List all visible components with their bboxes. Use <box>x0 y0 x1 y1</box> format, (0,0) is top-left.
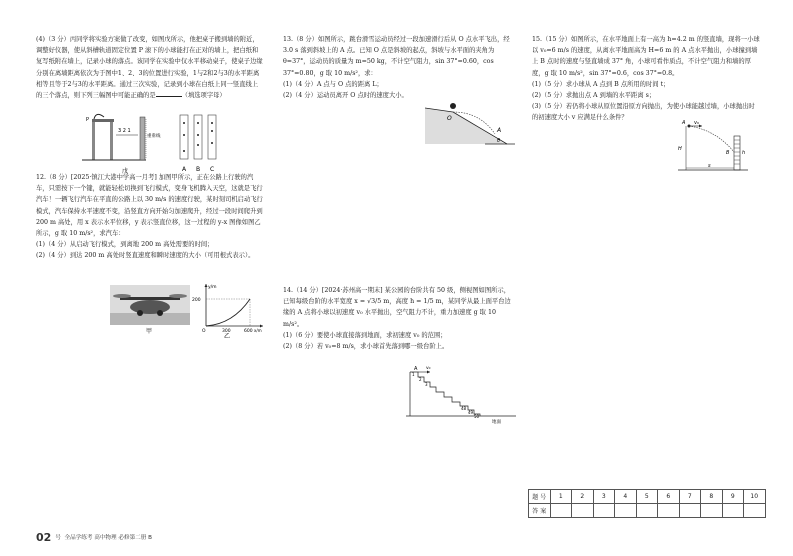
graph-origin: O <box>202 329 206 334</box>
answer-table-header-row <box>529 490 766 504</box>
option-strip-c <box>208 115 216 159</box>
question-number-cell: 3 <box>593 490 615 504</box>
point-a-label: A <box>497 127 502 134</box>
q12-stem: 12.（8 分）[2025·镇江大港中学高一月考] 加图甲所示，正在公路上行驶的汽车，只需按下一个键，就能轻松切换到飞行模式，变身飞机腾入天空，这就是飞行汽车！一辆飞行汽车在平直的公路上以 30 m/s 的速度行驶，某时刻司机启动飞行模式，汽车保持水平速度不变，沿竖直方向开始匀加速爬升，经过一段时间爬升到 200 m 高处，用 x 表示水平位移，y 表示竖直位移，这一过程的 y-x 图像如图乙所示，g 取 10 m/s²，求汽车： <box>36 174 263 238</box>
option-a-label: A <box>182 166 187 173</box>
q11-part3-text: (4)（3 分）丙同学将实验方案做了改变，如图戊所示，他把桌子搬到墙的附近，调整好仪器，使从斜槽轨道固定位置 P 滚下的小球能打在正对的墙上，把白纸和复写纸附在墙上，记录小球的落点。该同学在实验中仅水平移动桌子，使桌子边缘分别在离墙距离依次为于图中1、2、3的位置进行实验，1与2和2与3的水平距离相等且等于2与3的水平距离。通过三次实验，记录到小球在白纸上同一竖直线上的三个落点，则下列三幅图中可能正确的是 （填选项字母） <box>36 36 263 100</box>
question-number-cell: 10 <box>744 490 766 504</box>
step-1: 1 <box>412 372 415 377</box>
page-suffix: 号 <box>55 535 61 541</box>
question-number-cell: 7 <box>679 490 701 504</box>
h-big-label: H <box>678 146 682 152</box>
point-o-label: O <box>447 115 452 122</box>
v0-15-label: v₀ <box>694 120 699 126</box>
answer-cell[interactable] <box>593 504 615 518</box>
question-number-cell: 8 <box>701 490 723 504</box>
v0-14-label: v₀ <box>426 366 431 371</box>
q12-sub1: (1)（4 分）从启动飞行模式，到离地 200 m 高处需要的时间； <box>36 241 214 249</box>
answer-cell[interactable] <box>658 504 680 518</box>
answer-cell[interactable] <box>701 504 723 518</box>
point-p-label: P <box>86 117 90 123</box>
answer-cell[interactable] <box>572 504 594 518</box>
figure-15-wall <box>676 118 750 178</box>
question-number-cell: 6 <box>658 490 680 504</box>
answer-cell[interactable] <box>722 504 744 518</box>
step-3: 3 <box>425 382 428 387</box>
page-footer <box>36 531 152 544</box>
footer-text: 全品学练考 高中物理 必修第二册 B <box>64 535 152 541</box>
ground-label: 地面 <box>492 420 501 424</box>
answer-cell[interactable] <box>550 504 572 518</box>
figure-wu-caption: 戊 <box>122 168 129 175</box>
option-strip-a <box>180 115 188 159</box>
q13-sub1: (1)（4 分）A 点与 O 点的距离 L； <box>283 80 383 88</box>
q13-sub2: (2)（4 分）运动员离开 O 点时的速度大小。 <box>283 92 408 100</box>
figure-14-staircase <box>400 364 520 424</box>
angle-theta-label: θ <box>497 138 501 144</box>
question-number-cell: 2 <box>572 490 594 504</box>
point-b-label: B <box>726 150 730 156</box>
q15-sub3: (3)（5 分）若仍将小球从原位置沿原方向抛出，为使小球能越过墙，小球抛出时的初速度大小 v 应满足什么条件？ <box>532 103 755 122</box>
q12-block <box>36 172 264 262</box>
q15-sub2: (2)（5 分）求抛出点 A 到墙的水平距离 s； <box>532 92 656 100</box>
answer-cell[interactable] <box>744 504 766 518</box>
graph-ytick: 200 <box>192 298 201 303</box>
figure-wu <box>82 113 232 179</box>
step-48: 48 <box>461 406 467 411</box>
point-a-14-label: A <box>414 366 418 372</box>
question-number-cell: 4 <box>615 490 637 504</box>
option-strip-b <box>194 115 202 159</box>
point-a-15-label: A <box>682 120 686 126</box>
answer-table-answer-row <box>529 504 766 518</box>
answer-cell[interactable] <box>615 504 637 518</box>
answer-cell[interactable] <box>636 504 658 518</box>
figure-yi-caption: 乙 <box>224 333 231 340</box>
q15-sub1: (1)（5 分）求小球从 A 点到 B 点所用的时间 t； <box>532 80 670 88</box>
positions-label: 3 2 1 <box>118 128 131 134</box>
q13-stem: 13.（8 分）如图所示，跳台滑雪运动员经过一段加速滑行后从 O 点水平飞出，经 3.0 s 落到斜坡上的 A 点。已知 O 点是斜坡的起点，斜坡与水平面的夹角为 θ=37°，运动员的质量为 m=50 kg，不计空气阻力，sin 37°=0.60，cos 37°=0.80，g 取 10 m/s²，求： <box>283 36 510 77</box>
question-number-cell: 9 <box>722 490 744 504</box>
h-small-label: h <box>742 150 746 156</box>
figure-jia-caption: 甲 <box>146 328 153 335</box>
figure-yi-graph <box>188 282 268 340</box>
q12-sub2: (2)（4 分）到达 200 m 高处时竖直速度和瞬时速度的大小（可用根式表示）。 <box>36 252 255 260</box>
answer-label: 答 案 <box>529 504 551 518</box>
option-c-label: C <box>210 166 215 173</box>
graph-xlabel: x/m <box>254 328 262 333</box>
option-b-label: B <box>196 166 201 173</box>
column-left <box>36 34 264 101</box>
s-label: s <box>708 163 711 169</box>
graph-ylabel: y/m <box>208 285 217 290</box>
q15-block <box>532 34 760 124</box>
graph-xtick-300: 300 <box>222 329 231 334</box>
wall-label: 重垂线 <box>147 134 161 139</box>
figure-jia-flying-car <box>110 285 190 335</box>
question-number-cell: 1 <box>550 490 572 504</box>
q15-stem: 15.（15 分）如图所示，在水平地面上有一高为 h=4.2 m 的竖直墙，现将一小球以 v₀=6 m/s 的速度，从离水平地面高为 H=6 m 的 A 点水平抛出，小球撞到墙上 B 点时的速度与竖直墙成 37° 角，小球可看作质点，不计空气阻力和墙的厚度，g 取 10 m/s²，sin 37°=0.6，cos 37°=0.8。 <box>532 36 760 77</box>
answer-table <box>528 489 766 518</box>
q14-block <box>283 285 511 352</box>
answer-blank[interactable] <box>156 90 182 97</box>
step-49: 49 <box>468 410 474 415</box>
question-number-label: 题 号 <box>529 490 551 504</box>
step-2: 2 <box>419 377 422 382</box>
answer-cell[interactable] <box>679 504 701 518</box>
q14-stem: 14.（14 分）[2024·苏州高一期末] 某公园的台阶共有 50 级，侧视图如图所示，已知每级台阶的水平宽度 x = √3/5 m，高度 h = 1/5 m，某同学从最上面平台边缘的 A 点将小球以初速度 v₀ 水平抛出，空气阻力不计，重力加速度 g 取 10 m/s²。 <box>283 287 511 328</box>
graph-xtick-600: 600 <box>244 329 253 334</box>
q14-sub2: (2)（8 分）若 v₀=8 m/s，求小球首先落到哪一级台阶上。 <box>283 343 449 351</box>
page-number: 02 <box>36 531 52 544</box>
question-number-cell: 5 <box>636 490 658 504</box>
step-50: 50 <box>474 414 480 419</box>
q14-sub1: (1)（6 分）要使小球直接落到地面，求初速度 v₀ 的范围； <box>283 331 447 339</box>
figure-13-ski-slope <box>425 88 515 148</box>
